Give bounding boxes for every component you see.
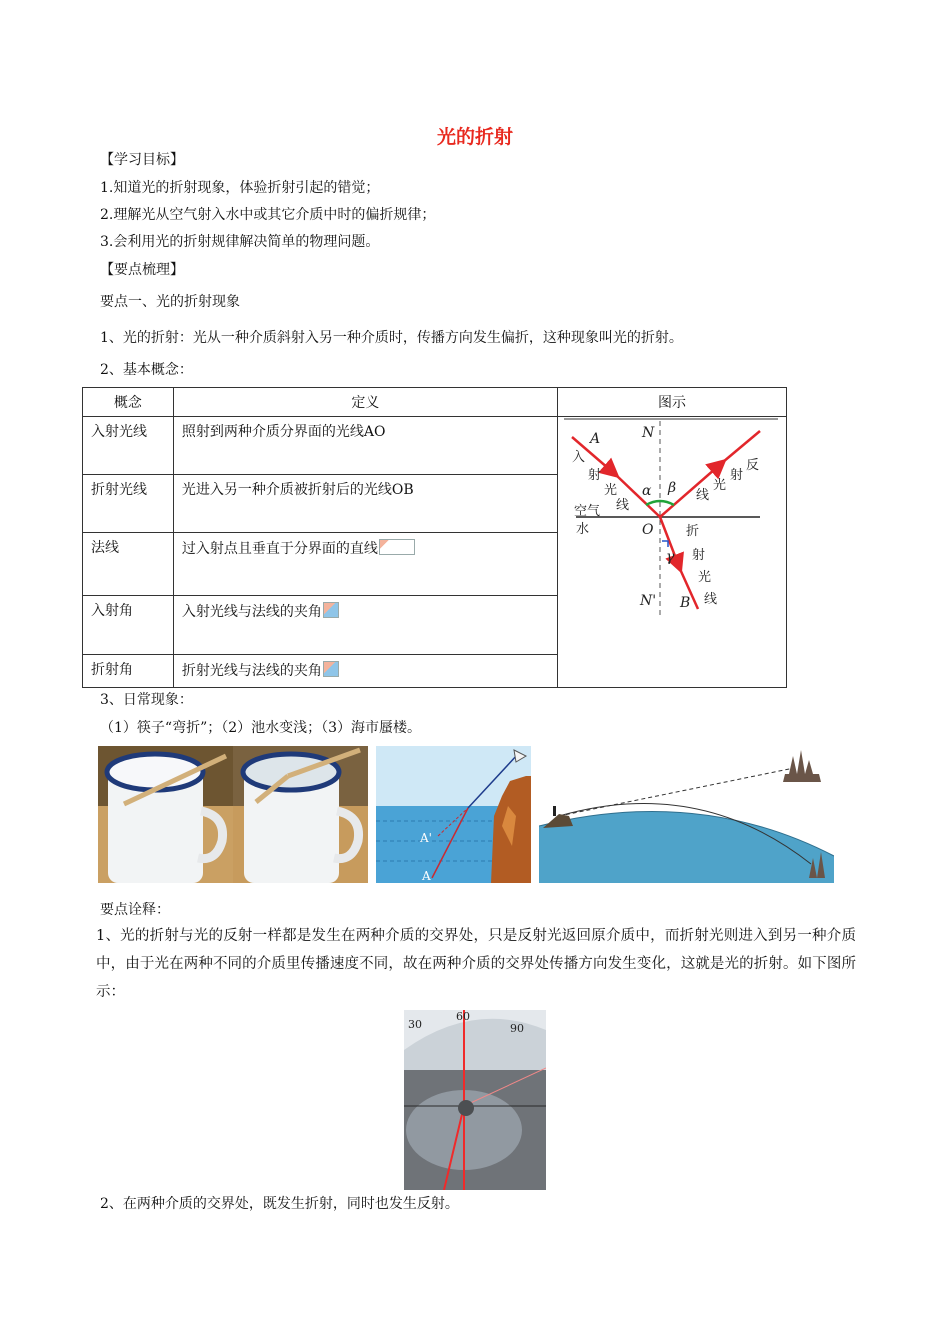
table-row-concept: 折射光线 — [83, 475, 174, 533]
label-B: B — [680, 595, 691, 611]
refract-char: 光 — [698, 570, 712, 585]
header-diagram: 图示 — [558, 388, 787, 417]
point1-title: 要点一、光的折射现象 — [100, 294, 240, 310]
refraction-angle-mark — [662, 541, 668, 547]
table-row-definition: 光进入另一种介质被折射后的光线OB — [173, 475, 557, 533]
table-row-concept: 入射光线 — [83, 417, 174, 475]
table-row-concept: 法线 — [83, 533, 174, 596]
concepts-table — [82, 387, 787, 688]
incident-char: 光 — [604, 483, 618, 498]
label-alpha: α — [642, 483, 652, 499]
table-row-definition: 折射光线与法线的夹角 — [173, 655, 557, 688]
item-daily-phenomena: 3、日常现象： — [100, 692, 193, 708]
diagram-cell — [558, 417, 787, 688]
protractor-illustration — [404, 1010, 546, 1190]
reflect-char: 线 — [696, 488, 710, 503]
protractor-mark-60: 60 — [456, 1010, 470, 1023]
goals-header: 【学习目标】 — [100, 152, 184, 168]
table-row-definition: 照射到两种介质分界面的光线AO — [173, 417, 557, 475]
pool-illustration — [376, 746, 531, 883]
label-N-prime: N' — [640, 593, 657, 609]
page-title: 光的折射 — [436, 126, 513, 148]
broken-image-icon — [379, 539, 415, 555]
item-refraction-def: 1、光的折射：光从一种介质斜射入另一种介质时，传播方向发生偏折，这种现象叫光的折射。 — [100, 330, 683, 346]
key-points-header: 【要点梳理】 — [100, 262, 184, 278]
label-O: O — [642, 522, 654, 538]
chopsticks-illustration — [98, 746, 368, 883]
refract-char: 射 — [692, 548, 706, 563]
refract-char: 线 — [704, 592, 718, 607]
pool-label-A: A — [422, 869, 431, 883]
goal-item: 2.理解光从空气射入水中或其它介质中时的偏折规律； — [100, 207, 436, 223]
header-concept: 概念 — [83, 388, 174, 417]
phenomena-list: （1）筷子“弯折”；（2）池水变浅；（3）海市蜃楼。 — [100, 720, 422, 736]
label-air: 空气 — [574, 504, 601, 519]
explain-paragraph-2: 2、在两种介质的交界处，既发生折射，同时也发生反射。 — [100, 1196, 459, 1212]
mirage-illustration — [539, 746, 834, 883]
label-gamma: γ — [666, 549, 675, 565]
refract-char: 折 — [686, 524, 700, 539]
explain-header: 要点诠释： — [100, 902, 170, 918]
table-row-definition: 过入射点且垂直于分界面的直线 — [173, 533, 557, 596]
table-row-concept: 入射角 — [83, 596, 174, 655]
header-definition: 定义 — [173, 388, 557, 417]
protractor-mark-90: 90 — [510, 1022, 524, 1035]
reflect-char: 反 — [746, 458, 760, 473]
reflect-char: 光 — [713, 478, 727, 493]
broken-image-icon — [323, 661, 339, 677]
protractor-mark-30: 30 — [408, 1018, 422, 1031]
pool-illusion-image — [376, 746, 531, 883]
protractor-photo — [404, 1010, 546, 1190]
mirage-image — [539, 746, 834, 883]
broken-image-icon — [323, 602, 339, 618]
chopsticks-photo — [98, 746, 368, 883]
refraction-diagram — [558, 417, 784, 637]
table-row-definition: 入射光线与法线的夹角 — [173, 596, 557, 655]
explain-paragraph-1: 1、光的折射与光的反射一样都是发生在两种介质的交界处，只是反射光返回原介质中，而折射光则进入到另一种介质中，由于光在两种不同的介质里传播速度不同，故在两种介质的交界处传播方向发生变化，这就是光的折射。如下图所示： — [96, 928, 856, 1000]
item-basic-concepts: 2、基本概念： — [100, 362, 193, 378]
label-A: A — [590, 431, 601, 447]
pool-label-A-prime: A' — [420, 831, 432, 845]
label-water: 水 — [576, 522, 590, 537]
goal-item: 1.知道光的折射现象，体验折射引起的错觉； — [100, 180, 380, 196]
table-row-concept: 折射角 — [83, 655, 174, 688]
incident-char: 射 — [588, 468, 602, 483]
label-beta: β — [668, 480, 677, 496]
incident-char: 入 — [572, 450, 586, 465]
goal-item: 3.会利用光的折射规律解决简单的物理问题。 — [100, 234, 380, 250]
incident-char: 线 — [616, 498, 630, 513]
label-N: N — [642, 425, 655, 441]
reflect-char: 射 — [730, 468, 744, 483]
